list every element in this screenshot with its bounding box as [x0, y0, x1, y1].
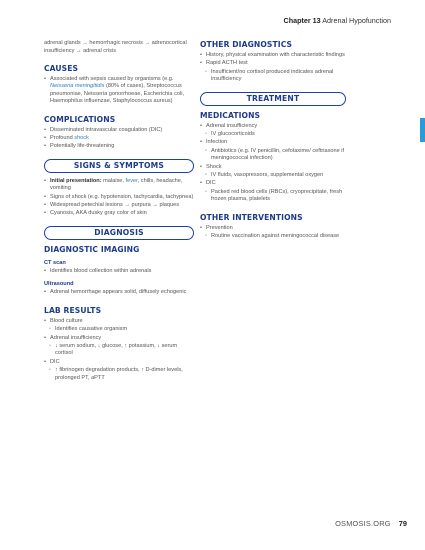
other-interventions-list — [200, 225, 346, 241]
ct-list — [44, 268, 194, 275]
page-header — [284, 16, 392, 25]
fever-link[interactable]: fever — [125, 177, 138, 184]
chapter-label: Chapter 13 — [283, 16, 321, 25]
signs-list — [44, 178, 194, 218]
site-link[interactable]: OSMOSIS.ORG — [335, 519, 391, 528]
ultrasound-list — [44, 289, 194, 296]
list-item: • Shock — [200, 164, 346, 171]
medications-heading: MEDICATIONS — [200, 110, 261, 120]
list-item: • DIC — [44, 359, 194, 366]
list-subitem: ◦ Packed red blood cells (RBCs), cryoprecipitate, fresh frozen plasma, platelets — [200, 189, 346, 204]
list-subitem: ◦ ↑ fibrinogen degradation products, ↑ D-dimer levels, prolonged PT, aPTT — [44, 367, 194, 382]
list-item: • Disseminated intravascular coagulation (DIC) — [44, 127, 194, 134]
list-subitem: ◦ IV glucocorticoids — [200, 131, 346, 138]
imaging-heading: DIAGNOSTIC IMAGING — [44, 244, 140, 254]
complications-heading: COMPLICATIONS — [44, 114, 116, 124]
list-item: • History, physical examination with characteristic findings — [200, 52, 346, 59]
ultrasound-label: Ultrasound — [44, 281, 74, 288]
causes-list — [44, 76, 194, 106]
list-item: • Adrenal hemorrhage appears solid, diffusely echogenic — [44, 289, 194, 296]
signs-symptoms-banner: SIGNS & SYMPTOMS — [44, 159, 194, 173]
diagnosis-banner: DIAGNOSIS — [44, 226, 194, 240]
lab-results-heading: LAB RESULTS — [44, 305, 102, 315]
list-subitem: ◦ Routine vaccination against meningococcal disease — [200, 233, 346, 240]
intro-text: adrenal glands → hemorrhagic necrosis → adrenocortical insufficiency → adrenal crisis — [44, 40, 187, 54]
list-item: • Prevention — [200, 225, 346, 232]
other-diagnostics-list — [200, 52, 346, 84]
causes-item: • Associated with sepsis caused by organisms (e.g. Neisseria meningitidis (80% of cases), Streptococcus pneumoniae, Neisseria gonorrhoeae, Escherichia coli, Haemophilus influenzae, Staphylococcus aureus) — [44, 76, 194, 106]
other-diagnostics-heading: OTHER DIAGNOSTICS — [200, 40, 293, 49]
shock-link[interactable]: shock — [74, 135, 89, 142]
list-item: • Blood culture — [44, 318, 194, 325]
list-item: • Potentially life-threatening — [44, 143, 194, 150]
treatment-banner: TREATMENT — [200, 92, 346, 106]
right-column — [200, 40, 346, 242]
list-item: • Infection — [200, 139, 346, 146]
list-item: • DIC — [200, 180, 346, 187]
list-item: • Rapid ACTH test — [200, 60, 346, 67]
organism-link[interactable]: Neisseria meningitidis — [50, 83, 105, 90]
list-item: • Adrenal insufficiency — [44, 335, 194, 342]
list-subitem: ◦ Insufficient/no cortisol produced indicates adrenal insufficiency — [200, 69, 346, 84]
list-item: • Widespread petechial lesions → purpura → plaques — [44, 202, 194, 209]
medications-list — [200, 123, 346, 204]
lab-list — [44, 318, 194, 382]
list-item: • Identifies blood collection within adrenals — [44, 268, 194, 275]
list-item: • Initial presentation: malaise, fever, chills, headache, vomiting — [44, 178, 194, 193]
list-subitem: ◦ ↓ serum sodium, ↓ glucose, ↑ potassium, ↓ serum cortisol — [44, 343, 194, 358]
complications-list — [44, 127, 194, 151]
page-number: 79 — [398, 519, 407, 528]
left-column — [44, 40, 194, 383]
page-footer — [335, 519, 407, 528]
list-item: • Profound shock — [44, 135, 194, 142]
chapter-side-tab — [420, 118, 425, 142]
other-interventions-heading: OTHER INTERVENTIONS — [200, 212, 303, 222]
ct-label: CT scan — [44, 259, 66, 266]
list-item: • Cyanosis, AKA dusky gray color of skin — [44, 210, 194, 217]
list-subitem: ◦ Identifies causative organism — [44, 326, 194, 333]
causes-heading: CAUSES — [44, 64, 79, 73]
list-item: • Adrenal insufficiency — [200, 123, 346, 130]
chapter-title: Adrenal Hypofunction — [322, 16, 391, 25]
list-subitem: ◦ Antibiotics (e.g. IV penicillin, cefotaxime/ ceftriaxone if meningococcal infection) — [200, 148, 346, 163]
list-item: • Signs of shock (e.g. hypotension, tachycardia, tachypnea) — [44, 194, 194, 201]
list-subitem: ◦ IV fluids, vasopressors, supplemental oxygen — [200, 172, 346, 179]
